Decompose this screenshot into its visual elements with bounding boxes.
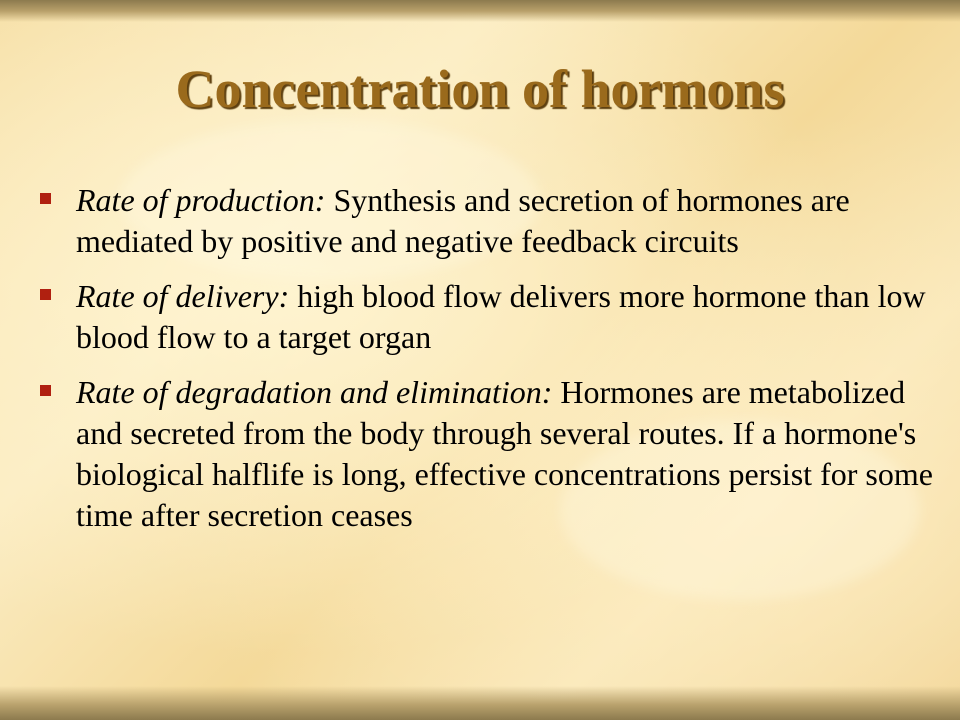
- bullet-term: Rate of delivery:: [76, 278, 290, 314]
- bullet-item-production: [36, 180, 946, 262]
- bullet-list: [36, 180, 946, 550]
- bullet-term: Rate of production:: [76, 182, 326, 218]
- bullet-text: Hormones are metabolized and secreted from the body through several routes. If a hormone's biological halflife is long, effective concentrations persist for some time after secretion ceases: [76, 374, 933, 533]
- top-border-band: [0, 0, 960, 22]
- bullet-text: Synthesis and secretion of hormones are mediated by positive and negative feedback circuits: [76, 182, 850, 259]
- bottom-border-band: [0, 686, 960, 720]
- bullet-item-degradation: [36, 372, 946, 536]
- bullet-term: Rate of degradation and elimination:: [76, 374, 553, 410]
- bullet-item-delivery: [36, 276, 946, 358]
- square-bullet-icon: [40, 385, 51, 396]
- slide-title: Concentration of hormons: [175, 59, 785, 119]
- square-bullet-icon: [40, 193, 51, 204]
- bullet-text: high blood flow delivers more hormone than low blood flow to a target organ: [76, 278, 926, 355]
- square-bullet-icon: [40, 289, 51, 300]
